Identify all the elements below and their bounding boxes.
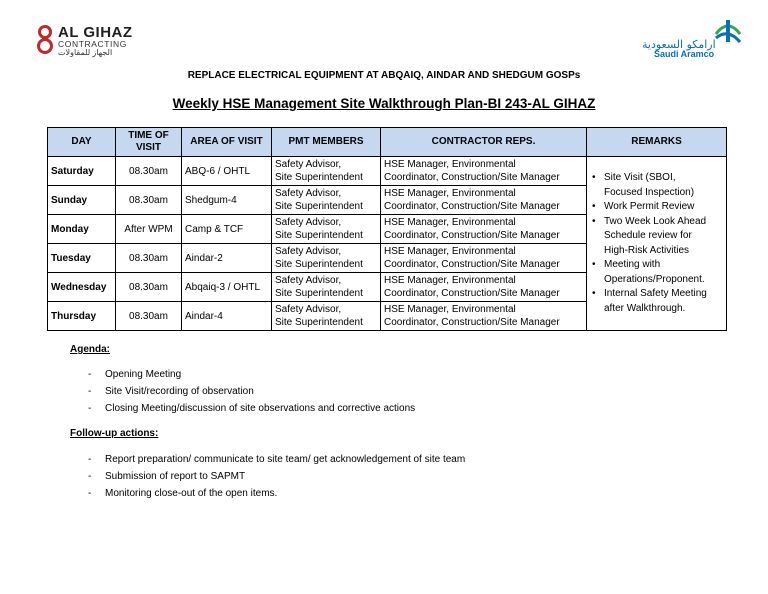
header-remarks: REMARKS [587, 128, 727, 157]
agenda-item-text: Site Visit/recording of observation [105, 386, 254, 397]
pmt-line: Safety Advisor, [275, 217, 342, 228]
company-name: AL GIHAZ [58, 24, 133, 41]
al-gihaz-logo-icon [36, 24, 56, 56]
company-subname: CONTRACTING [58, 39, 127, 49]
time-cell: After WPM [116, 215, 182, 244]
header-contractor-reps: CONTRACTOR REPS. [381, 128, 587, 157]
contractor-line: Coordinator, Construction/Site Manager [384, 259, 560, 270]
aramco-arabic-name: ارامكو السعودية [642, 38, 716, 51]
pmt-cell [272, 302, 381, 331]
remark-item [604, 287, 723, 316]
pmt-line: Safety Advisor, [275, 275, 342, 286]
area-cell: Shedgum-4 [182, 186, 272, 215]
followup-item-text: Report preparation/ communicate to site team/ get acknowledgement of site team [105, 454, 466, 465]
contractor-cell [381, 273, 587, 302]
contractor-line: Coordinator, Construction/Site Manager [384, 201, 560, 212]
day-cell: Saturday [48, 157, 116, 186]
header-day: DAY [48, 128, 116, 157]
document-subtitle: REPLACE ELECTRICAL EQUIPMENT AT ABQAIQ, AINDAR AND SHEDGUM GOSPs [187, 70, 581, 81]
table-row [48, 157, 727, 186]
remark-item [604, 215, 723, 259]
dash-bullet: - [88, 454, 92, 465]
saudi-aramco-logo [642, 16, 746, 60]
remark-line: Operations/Proponent. [604, 273, 705, 285]
contractor-line: Coordinator, Construction/Site Manager [384, 288, 560, 299]
aramco-logo-icon [712, 16, 744, 48]
remarks-list [590, 171, 723, 316]
followup-item-text: Monitoring close-out of the open items. [105, 488, 278, 499]
time-cell: 08.30am [116, 302, 182, 331]
day-cell: Wednesday [48, 273, 116, 302]
day-cell: Monday [48, 215, 116, 244]
remark-line: High-Risk Activities [604, 244, 690, 256]
time-cell: 08.30am [116, 244, 182, 273]
contractor-line: HSE Manager, Environmental [384, 159, 516, 170]
pmt-cell [272, 273, 381, 302]
contractor-cell [381, 302, 587, 331]
pmt-line: Safety Advisor, [275, 246, 342, 257]
area-cell: Aindar-4 [182, 302, 272, 331]
contractor-line: HSE Manager, Environmental [384, 275, 516, 286]
contractor-line: HSE Manager, Environmental [384, 217, 516, 228]
header-time-of-visit: TIME OF VISIT [116, 128, 182, 157]
area-cell: Abqaiq-3 / OHTL [182, 273, 272, 302]
table-header-row [48, 128, 727, 157]
dash-bullet: - [88, 471, 92, 482]
contractor-line: Coordinator, Construction/Site Manager [384, 230, 560, 241]
agenda-heading: Agenda: [70, 344, 110, 355]
pmt-line: Site Superintendent [275, 259, 363, 270]
contractor-line: HSE Manager, Environmental [384, 188, 516, 199]
pmt-line: Site Superintendent [275, 172, 363, 183]
remark-line: after Walkthrough. [604, 302, 686, 314]
walkthrough-plan-table [47, 127, 727, 331]
remark-line: • Internal Safety Meeting [604, 288, 707, 299]
remark-line: • Meeting with [604, 259, 661, 270]
contractor-line: Coordinator, Construction/Site Manager [384, 172, 560, 183]
dash-bullet: - [88, 369, 92, 380]
pmt-line: Site Superintendent [275, 201, 363, 212]
remarks-cell [587, 157, 727, 331]
time-cell: 08.30am [116, 157, 182, 186]
agenda-item-text: Closing Meeting/discussion of site observations and corrective actions [105, 403, 416, 414]
header-pmt-members: PMT MEMBERS [272, 128, 381, 157]
pmt-line: Safety Advisor, [275, 304, 342, 315]
followup-item-text: Submission of report to SAPMT [105, 471, 246, 482]
time-cell: 08.30am [116, 273, 182, 302]
pmt-line: Site Superintendent [275, 230, 363, 241]
day-cell: Sunday [48, 186, 116, 215]
remark-line: • Work Permit Review [604, 201, 695, 212]
pmt-cell [272, 157, 381, 186]
dash-bullet: - [88, 488, 92, 499]
header-area-of-visit: AREA OF VISIT [182, 128, 272, 157]
contractor-cell [381, 244, 587, 273]
contractor-cell [381, 186, 587, 215]
remark-line: Focused Inspection) [604, 186, 695, 198]
remark-line: • Two Week Look Ahead [604, 215, 707, 227]
remark-item [604, 258, 723, 287]
contractor-line: HSE Manager, Environmental [384, 246, 516, 257]
company-arabic-name: الجهاز للمقاولات [58, 48, 113, 57]
dash-bullet: - [88, 386, 92, 397]
day-cell: Thursday [48, 302, 116, 331]
area-cell: Camp & TCF [182, 215, 272, 244]
time-cell: 08.30am [116, 186, 182, 215]
remark-item [604, 200, 723, 215]
contractor-line: Coordinator, Construction/Site Manager [384, 317, 560, 328]
pmt-cell [272, 215, 381, 244]
contractor-line: HSE Manager, Environmental [384, 304, 516, 315]
contractor-cell [381, 215, 587, 244]
document-title: Weekly HSE Management Site Walkthrough Plan-BI 243-AL GIHAZ [172, 96, 596, 111]
followup-heading: Follow-up actions: [70, 428, 159, 439]
pmt-line: Safety Advisor, [275, 188, 342, 199]
remark-line: Schedule review for [604, 230, 692, 241]
agenda-item-text: Opening Meeting [105, 369, 182, 380]
pmt-line: Site Superintendent [275, 317, 363, 328]
remark-line: • Site Visit (SBOI, [604, 172, 676, 183]
aramco-name: Saudi Aramco [654, 49, 715, 59]
pmt-line: Safety Advisor, [275, 159, 342, 170]
pmt-cell [272, 186, 381, 215]
remark-item [604, 171, 723, 200]
area-cell: ABQ-6 / OHTL [182, 157, 272, 186]
al-gihaz-logo [36, 24, 146, 58]
pmt-line: Site Superintendent [275, 288, 363, 299]
pmt-cell [272, 244, 381, 273]
day-cell: Tuesday [48, 244, 116, 273]
area-cell: Aindar-2 [182, 244, 272, 273]
contractor-cell [381, 157, 587, 186]
dash-bullet: - [88, 403, 92, 414]
